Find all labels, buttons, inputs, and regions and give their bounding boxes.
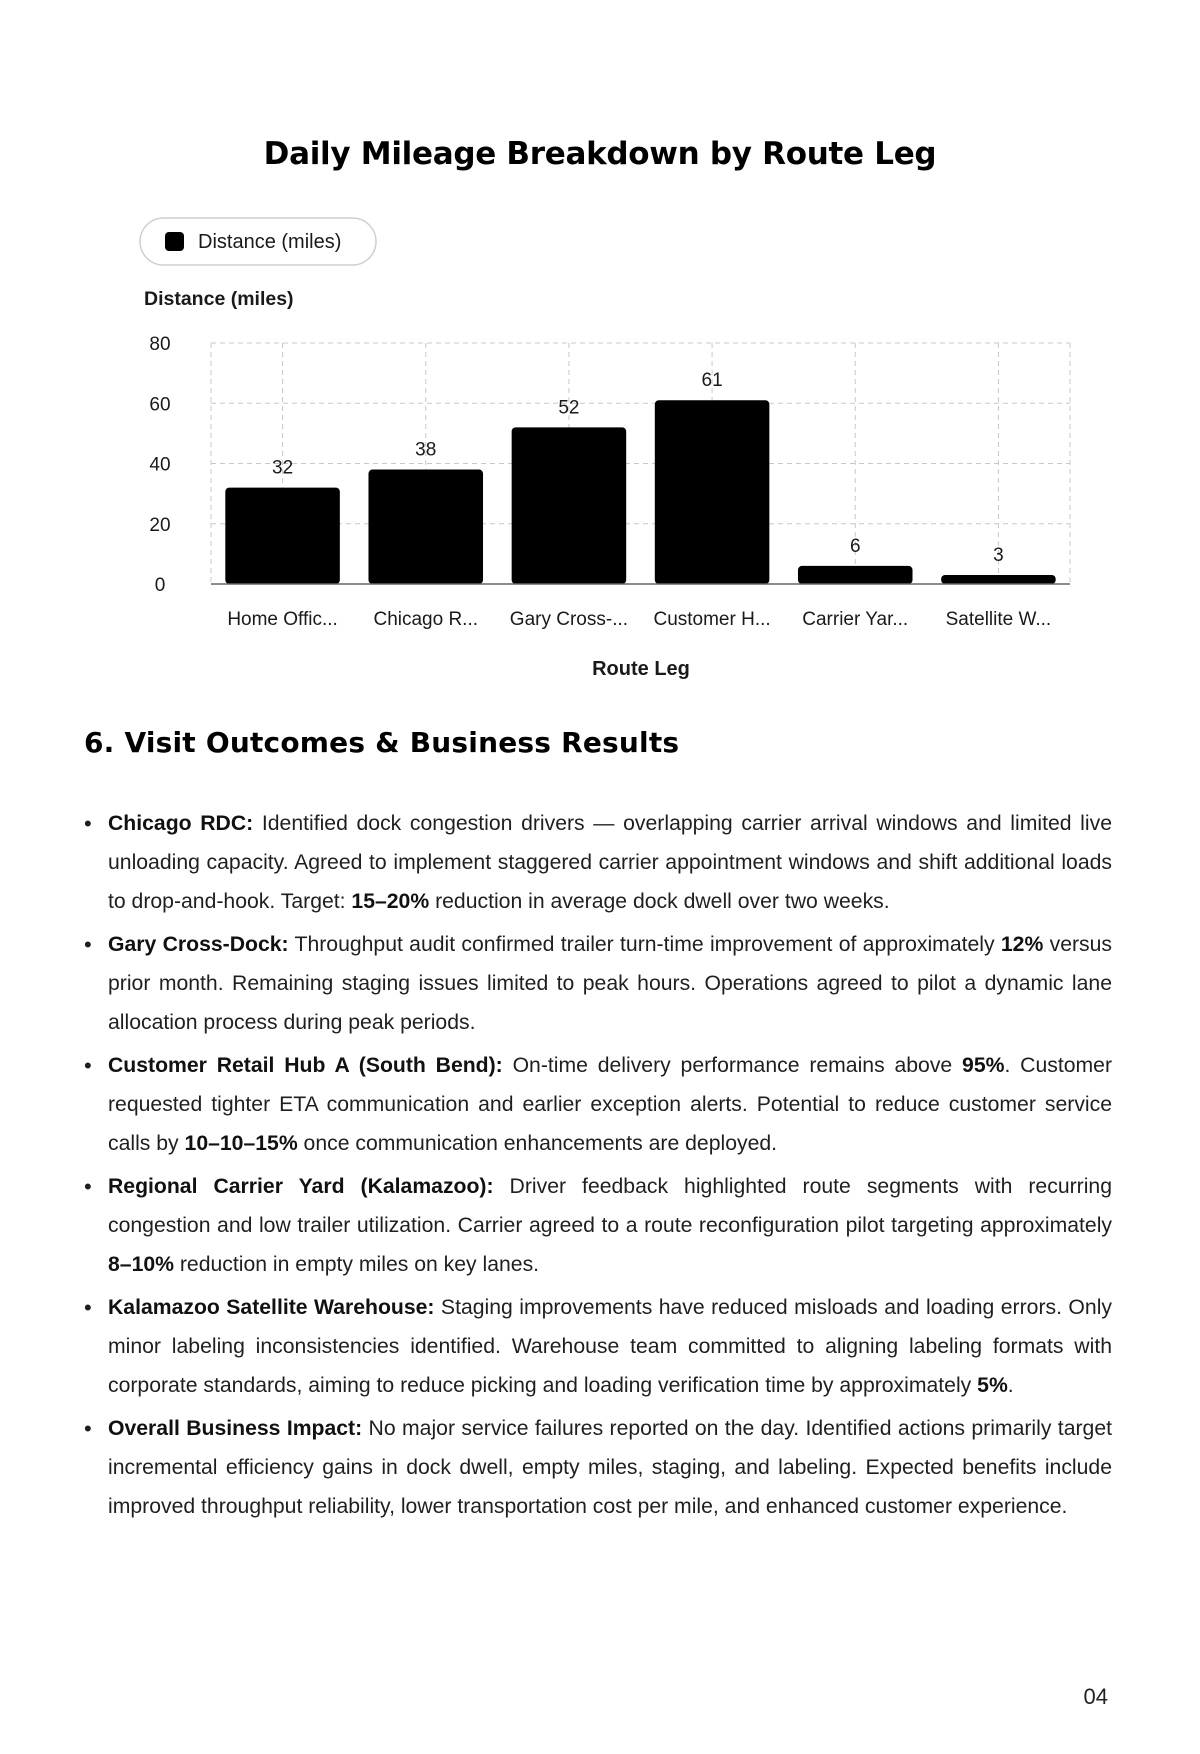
bar — [512, 427, 627, 584]
bar — [368, 470, 483, 584]
x-tick-label: Carrier Yar... — [802, 609, 909, 630]
bullet-icon: • — [84, 811, 92, 836]
y-tick-label: 60 — [149, 394, 171, 416]
legend-swatch — [165, 232, 184, 251]
bar-value-label: 52 — [558, 397, 580, 419]
bullet-icon: • — [84, 1416, 92, 1441]
outcome-text: . — [1007, 1374, 1014, 1397]
bar — [941, 575, 1056, 584]
y-tick-label: 0 — [154, 575, 166, 596]
page-number: 04 — [1083, 1684, 1108, 1709]
y-tick-label: 80 — [149, 334, 171, 355]
legend-label: Distance (miles) — [198, 231, 342, 253]
outcome-emphasis: 5% — [977, 1374, 1008, 1397]
bar-value-label: 6 — [849, 535, 861, 557]
outcome-text: On-time delivery performance remains above — [502, 1054, 963, 1077]
x-tick-label: Gary Cross-... — [509, 609, 629, 630]
bullet-icon: • — [84, 1053, 92, 1078]
x-tick-label: Home Offic... — [227, 609, 338, 630]
chart-title: Daily Mileage Breakdown by Route Leg — [263, 136, 937, 172]
outcome-emphasis: 10–10–15% — [184, 1132, 298, 1155]
bar-value-label: 3 — [993, 544, 1004, 566]
x-tick-label: Chicago R... — [373, 609, 479, 630]
outcome-item — [84, 804, 1112, 921]
outcome-text: Identified dock congestion drivers — overlapping carrier arrival windows and limited live unloading capacity. Agreed to implement staggered carrier appointment windows and shift additional loads to drop-and-hook. Target: — [108, 812, 1112, 913]
mileage-bar-chart — [0, 0, 1200, 700]
bar-value-label: 32 — [272, 457, 294, 479]
bar — [798, 566, 913, 584]
bar-value-label: 61 — [701, 370, 723, 392]
outcome-emphasis: 12% — [1000, 933, 1044, 956]
outcome-emphasis: Regional Carrier Yard (Kalamazoo): — [108, 1175, 494, 1198]
outcome-item — [84, 1288, 1112, 1405]
outcome-emphasis: Kalamazoo Satellite Warehouse: — [108, 1296, 435, 1319]
bullet-icon: • — [84, 1174, 92, 1199]
outcome-text: . Customer requested tighter ETA communication and earlier exception alerts. Potential to reduce customer service calls by — [108, 1054, 1112, 1155]
outcome-item — [84, 1167, 1112, 1284]
outcome-text: once communication enhancements are deployed. — [297, 1132, 778, 1155]
outcome-text: Staging improvements have reduced misloads and loading errors. Only minor labeling inconsistencies identified. Warehouse team committed to aligning labeling formats with corporate standards, aiming to reduce picking and loading verification time by approximately — [108, 1296, 1112, 1397]
outcome-text: reduction in empty miles on key lanes. — [173, 1253, 540, 1276]
outcome-item — [84, 1409, 1112, 1526]
y-tick-label: 20 — [149, 514, 171, 536]
outcome-item — [84, 1046, 1112, 1163]
outcome-text: reduction in average dock dwell over two weeks. — [429, 890, 890, 913]
outcome-item — [84, 925, 1112, 1042]
outcome-emphasis: Chicago RDC: — [108, 812, 254, 835]
bar-value-label: 38 — [415, 439, 437, 461]
outcomes-list — [84, 804, 1112, 1530]
outcome-emphasis: Overall Business Impact: — [108, 1417, 363, 1440]
bullet-icon: • — [84, 932, 92, 957]
outcome-emphasis: 15–20% — [351, 890, 430, 913]
outcome-text: Throughput audit confirmed trailer turn-time improvement of approximately — [288, 933, 1001, 956]
outcome-text: versus prior month. Remaining staging issues limited to peak hours. Operations agreed to pilot a dynamic lane allocation process during peak periods. — [108, 933, 1113, 1034]
y-tick-label: 40 — [149, 454, 171, 476]
section-heading: 6. Visit Outcomes & Business Results — [84, 726, 680, 759]
outcome-text: Driver feedback highlighted route segments with recurring congestion and low trailer utilization. Carrier agreed to a route reconfiguration pilot targeting approximately — [108, 1175, 1112, 1237]
outcome-emphasis: 8–10% — [108, 1253, 174, 1276]
bullet-icon: • — [84, 1295, 92, 1320]
outcome-emphasis: Customer Retail Hub A (South Bend): — [108, 1054, 503, 1077]
outcome-text: No major service failures reported on the day. Identified actions primarily target incremental efficiency gains in dock dwell, empty miles, staging, and labeling. Expected benefits include improved throughput reliability, lower transportation cost per mile, and enhanced customer experience. — [108, 1417, 1112, 1518]
x-axis-label: Route Leg — [592, 658, 690, 680]
x-tick-label: Customer H... — [653, 609, 771, 630]
bar — [225, 488, 340, 584]
x-tick-label: Satellite W... — [945, 609, 1052, 630]
bar — [655, 400, 770, 584]
outcome-emphasis: Gary Cross-Dock: — [108, 933, 289, 956]
y-axis-label: Distance (miles) — [144, 288, 294, 310]
outcome-emphasis: 95% — [962, 1054, 1005, 1077]
